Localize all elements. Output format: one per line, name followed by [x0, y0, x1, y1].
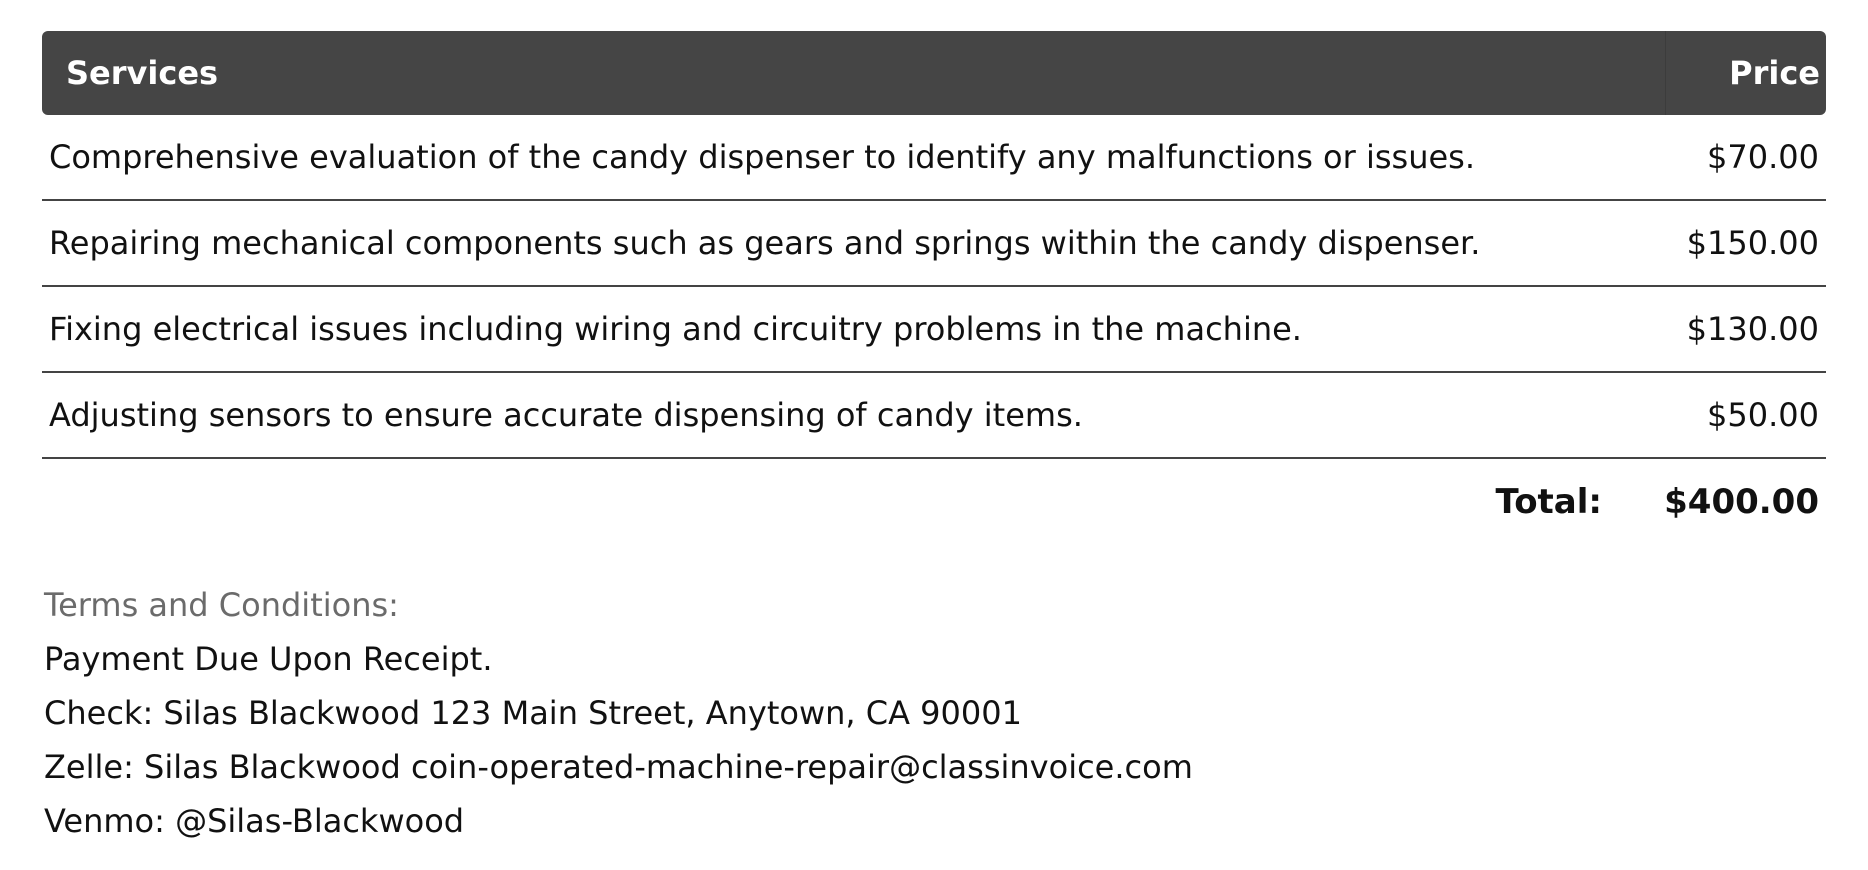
table-header [42, 31, 1826, 115]
terms-check-info: Check: Silas Blackwood 123 Main Street, Anytown, CA 90001 [44, 694, 1022, 732]
service-price: $50.00 [1707, 396, 1819, 434]
table-row [42, 373, 1826, 459]
service-description: Comprehensive evaluation of the candy dispenser to identify any malfunctions or issues. [49, 138, 1475, 176]
service-description: Repairing mechanical components such as gears and springs within the candy dispenser. [49, 224, 1481, 262]
service-price: $130.00 [1686, 310, 1819, 348]
price-column-header: Price [1729, 54, 1820, 92]
table-row [42, 115, 1826, 201]
total-row [42, 459, 1826, 545]
terms-section [44, 578, 1193, 848]
service-description: Fixing electrical issues including wiring and circuitry problems in the machine. [49, 310, 1302, 348]
service-description: Adjusting sensors to ensure accurate dispensing of candy items. [49, 396, 1083, 434]
table-row [42, 287, 1826, 373]
terms-payment-due: Payment Due Upon Receipt. [44, 640, 493, 678]
terms-heading: Terms and Conditions: [44, 586, 399, 624]
service-price: $150.00 [1686, 224, 1819, 262]
table-row [42, 201, 1826, 287]
service-price: $70.00 [1707, 138, 1819, 176]
terms-venmo-info: Venmo: @Silas-Blackwood [44, 802, 465, 840]
services-column-header: Services [42, 31, 1666, 115]
services-table [42, 31, 1826, 545]
total-label: Total: [1495, 482, 1602, 522]
total-value: $400.00 [1664, 482, 1819, 522]
terms-zelle-info: Zelle: Silas Blackwood coin-operated-machine-repair@classinvoice.com [44, 748, 1193, 786]
